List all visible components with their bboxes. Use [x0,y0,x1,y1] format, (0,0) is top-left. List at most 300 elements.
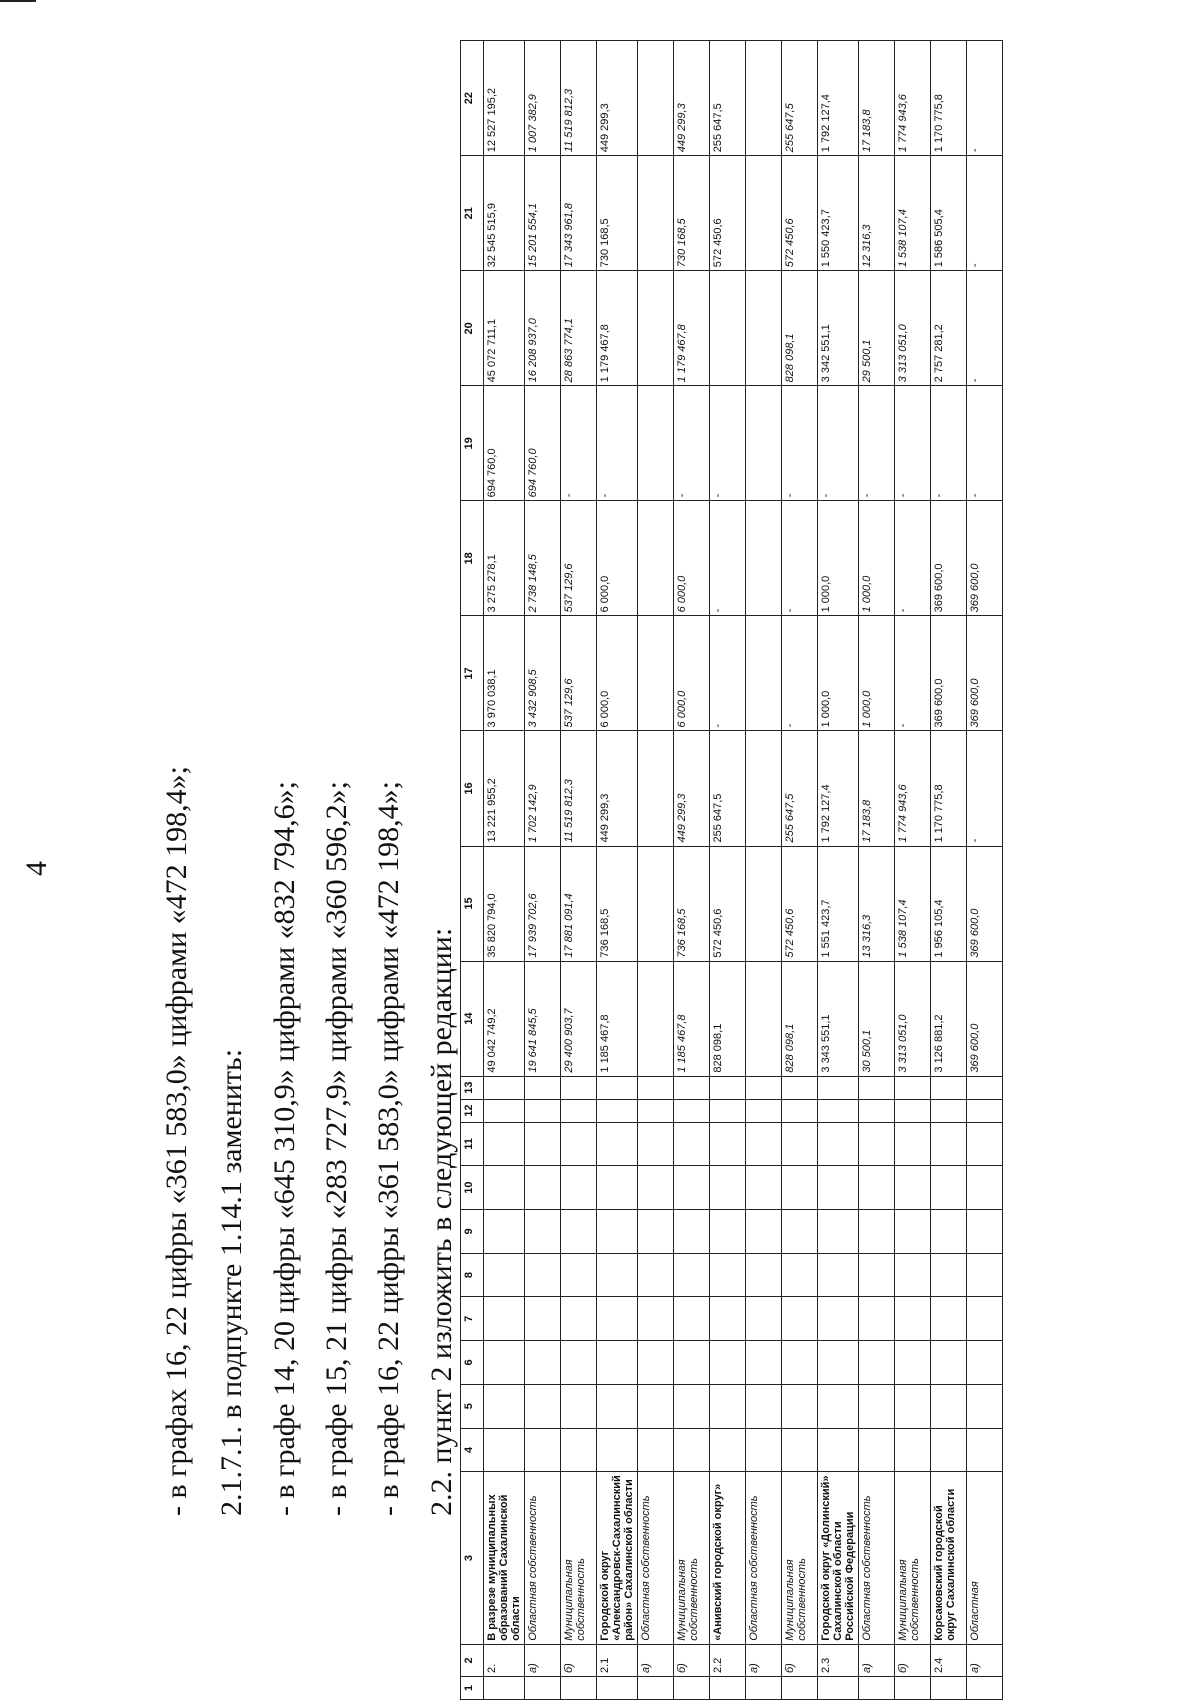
value-cell: 449 299,3 [674,731,710,846]
value-cell: 255 647,5 [782,731,818,846]
column-header: 18 [461,501,484,616]
table-cell [818,1122,859,1166]
value-cell [746,616,782,731]
value-cell [638,731,674,846]
table-cell [895,1076,931,1099]
amendment-line: - в графе 15, 21 цифры «283 727,9» цифрами «360 596,2»; [320,781,353,1516]
value-cell [746,961,782,1076]
row-name-cell: Муниципальная собственность [782,1472,818,1645]
value-cell: 32 545 515,9 [484,156,525,271]
table-cell [561,1210,597,1254]
table-cell [561,1253,597,1297]
table-cell [931,1253,967,1297]
table-cell [484,1297,525,1341]
value-cell: - [674,386,710,501]
table-cell [782,1210,818,1254]
table-cell [484,1122,525,1166]
value-cell: 449 299,3 [597,731,638,846]
amendment-line: 2.2. пункт 2 изложить в следующей редакции: [425,927,458,1516]
value-cell: 255 647,5 [710,41,746,156]
value-cell: - [967,731,1003,846]
value-cell [746,846,782,961]
value-cell [638,271,674,386]
table-cell [525,1210,561,1254]
table-cell [859,1099,895,1122]
value-cell: - [931,386,967,501]
table-cell [818,1297,859,1341]
table-cell [674,1677,710,1700]
table-cell [782,1099,818,1122]
value-cell: 1 956 105,4 [931,846,967,961]
table-cell [818,1166,859,1210]
value-cell [638,616,674,731]
table-cell [597,1428,638,1472]
value-cell [638,156,674,271]
value-cell: 12 316,3 [859,156,895,271]
table-cell [597,1076,638,1099]
value-cell: 13 316,3 [859,846,895,961]
table-cell [484,1384,525,1428]
table-cell [525,1253,561,1297]
table-cell [931,1297,967,1341]
column-header: 21 [461,156,484,271]
table-cell [859,1122,895,1166]
row-number-cell: б) [674,1644,710,1676]
table-cell [931,1122,967,1166]
row-name-cell: Муниципальная собственность [561,1472,597,1645]
table-cell [859,1428,895,1472]
table-cell [525,1428,561,1472]
table-cell [859,1253,895,1297]
value-cell: 1 170 775,8 [931,731,967,846]
table-cell [484,1428,525,1472]
table-cell [967,1166,1003,1210]
table-cell [782,1297,818,1341]
table-cell [484,1253,525,1297]
value-cell: 17 881 091,4 [561,846,597,961]
row-name-cell: Городской округ «Александровск-Сахалинский район» Сахалинской области [597,1472,638,1645]
table-row [597,41,638,1700]
table-cell [597,1210,638,1254]
row-name-cell: Областная собственность [859,1472,895,1645]
value-cell: - [597,386,638,501]
value-cell: 1 538 107,4 [895,156,931,271]
table-cell [710,1384,746,1428]
value-cell: - [818,386,859,501]
table-cell [746,1677,782,1700]
row-number-cell: б) [782,1644,818,1676]
table-cell [931,1384,967,1428]
table-cell [525,1099,561,1122]
value-cell: 736 168,5 [674,846,710,961]
table-row [484,41,525,1700]
row-number-cell: б) [561,1644,597,1676]
table-cell [674,1166,710,1210]
row-number-cell: а) [859,1644,895,1676]
column-header: 17 [461,616,484,731]
value-cell: 11 519 812,3 [561,731,597,846]
value-cell [746,731,782,846]
value-cell: 3 313 051,0 [895,961,931,1076]
value-cell: 694 760,0 [484,386,525,501]
row-name-cell: Областная собственность [525,1472,561,1645]
table-cell [597,1099,638,1122]
table-cell [638,1677,674,1700]
table-cell [746,1341,782,1385]
value-cell: 29 500,1 [859,271,895,386]
value-cell: 537 129,6 [561,501,597,616]
value-cell: - [895,616,931,731]
table-cell [782,1166,818,1210]
row-name-cell: В разрезе муниципальных образований Сахалинской области [484,1472,525,1645]
value-cell: 255 647,5 [782,41,818,156]
table-header-row [461,41,484,1700]
value-cell [746,386,782,501]
table-cell [859,1210,895,1254]
value-cell: 1 538 107,4 [895,846,931,961]
value-cell [746,271,782,386]
row-name-cell: Областная собственность [746,1472,782,1645]
table-cell [746,1122,782,1166]
column-header: 7 [461,1297,484,1341]
value-cell: 694 760,0 [525,386,561,501]
table-cell [484,1677,525,1700]
value-cell: 369 600,0 [967,616,1003,731]
table-cell [561,1076,597,1099]
value-cell: 3 343 551,1 [818,961,859,1076]
value-cell: - [561,386,597,501]
value-cell: 2 757 281,2 [931,271,967,386]
column-header: 4 [461,1428,484,1472]
table-cell [818,1341,859,1385]
value-cell: 3 970 038,1 [484,616,525,731]
row-name-cell: Муниципальная собственность [674,1472,710,1645]
table-cell [484,1341,525,1385]
value-cell: - [859,386,895,501]
table-cell [859,1076,895,1099]
table-row [674,41,710,1700]
table-cell [674,1210,710,1254]
value-cell: - [710,616,746,731]
value-cell: 1 702 142,9 [525,731,561,846]
row-name-cell: Корсаковский городской округ Сахалинской области [931,1472,967,1645]
table-cell [818,1253,859,1297]
value-cell: 828 098,1 [782,961,818,1076]
table-cell [746,1210,782,1254]
page-number: 4 [20,861,53,876]
value-cell: 13 221 955,2 [484,731,525,846]
value-cell: 16 208 937,0 [525,271,561,386]
table-cell [674,1122,710,1166]
value-cell: 3 275 278,1 [484,501,525,616]
table-row [638,41,674,1700]
table-cell [967,1210,1003,1254]
table-cell [674,1099,710,1122]
table-cell [674,1076,710,1099]
value-cell: 1 179 467,8 [674,271,710,386]
amendment-line: - в графе 14, 20 цифры «645 310,9» цифрами «832 794,6»; [268,781,301,1516]
value-cell [746,501,782,616]
column-header: 13 [461,1076,484,1099]
table-row [746,41,782,1700]
table-cell [484,1210,525,1254]
value-cell: 828 098,1 [710,961,746,1076]
value-cell: 1 551 423,7 [818,846,859,961]
value-cell: 255 647,5 [710,731,746,846]
value-cell: 30 500,1 [859,961,895,1076]
value-cell: 3 313 051,0 [895,271,931,386]
table-cell [859,1166,895,1210]
value-cell: - [782,386,818,501]
table-cell [561,1099,597,1122]
table-cell [710,1428,746,1472]
value-cell: 730 168,5 [674,156,710,271]
table-cell [782,1122,818,1166]
table-cell [638,1297,674,1341]
table-cell [859,1341,895,1385]
value-cell: - [710,501,746,616]
row-number-cell: а) [638,1644,674,1676]
table-cell [525,1076,561,1099]
value-cell: 6 000,0 [597,501,638,616]
table-cell [746,1099,782,1122]
table-cell [782,1341,818,1385]
table-cell [967,1297,1003,1341]
budget-table [460,40,1003,1700]
column-header: 6 [461,1341,484,1385]
table-cell [746,1297,782,1341]
table-cell [638,1122,674,1166]
table-cell [967,1428,1003,1472]
row-number-cell: 2. [484,1644,525,1676]
value-cell: 730 168,5 [597,156,638,271]
column-header: 11 [461,1122,484,1166]
value-cell: 6 000,0 [597,616,638,731]
value-cell: - [782,616,818,731]
table-cell [746,1384,782,1428]
value-cell: 1 000,0 [859,616,895,731]
table-cell [638,1341,674,1385]
value-cell: 449 299,3 [597,41,638,156]
column-header: 16 [461,731,484,846]
value-cell [710,271,746,386]
value-cell: - [782,501,818,616]
value-cell: 1 179 467,8 [597,271,638,386]
table-cell [525,1341,561,1385]
value-cell: 1 000,0 [818,616,859,731]
column-header: 12 [461,1099,484,1122]
table-cell [967,1253,1003,1297]
value-cell: 11 519 812,3 [561,41,597,156]
amendment-line: 2.1.7.1. в подпункте 1.14.1 заменить: [215,1048,248,1516]
value-cell: 1 170 775,8 [931,41,967,156]
value-cell: 369 600,0 [967,501,1003,616]
value-cell: 1 774 943,6 [895,731,931,846]
table-cell [710,1297,746,1341]
row-name-cell: Областная собственность [638,1472,674,1645]
column-header: 19 [461,386,484,501]
value-cell: - [967,41,1003,156]
table-cell [967,1384,1003,1428]
table-cell [895,1122,931,1166]
column-header: 14 [461,961,484,1076]
table-row [967,41,1003,1700]
table-cell [931,1428,967,1472]
column-header: 3 [461,1472,484,1645]
value-cell: 17 343 961,8 [561,156,597,271]
value-cell: 736 168,5 [597,846,638,961]
value-cell: 12 527 195,2 [484,41,525,156]
value-cell: 17 183,8 [859,731,895,846]
value-cell [638,846,674,961]
table-cell [967,1099,1003,1122]
table-cell [710,1122,746,1166]
table-cell [525,1297,561,1341]
row-name-cell: Областная [967,1472,1003,1645]
amendment-line: - в графах 16, 22 цифры «361 583,0» цифрами «472 198,4»; [160,766,193,1516]
value-cell: - [967,156,1003,271]
table-cell [597,1166,638,1210]
table-cell [818,1384,859,1428]
table-cell [818,1677,859,1700]
table-cell [782,1384,818,1428]
column-header: 1 [461,1677,484,1700]
table-cell [895,1428,931,1472]
table-row [525,41,561,1700]
value-cell: 28 863 774,1 [561,271,597,386]
value-cell: 572 450,6 [710,846,746,961]
table-cell [597,1122,638,1166]
table-cell [967,1122,1003,1166]
table-cell [561,1297,597,1341]
table-cell [525,1677,561,1700]
table-cell [967,1076,1003,1099]
table-cell [525,1384,561,1428]
value-cell: 17 183,8 [859,41,895,156]
table-cell [782,1253,818,1297]
table-cell [638,1253,674,1297]
table-cell [895,1210,931,1254]
table-row [859,41,895,1700]
table-cell [895,1166,931,1210]
row-number-cell: 2.1 [597,1644,638,1676]
table-row [710,41,746,1700]
row-number-cell: а) [967,1644,1003,1676]
value-cell: 572 450,6 [782,156,818,271]
value-cell: 1 550 423,7 [818,156,859,271]
table-row [818,41,859,1700]
value-cell: 369 600,0 [931,616,967,731]
row-number-cell: а) [746,1644,782,1676]
value-cell: 369 600,0 [967,846,1003,961]
value-cell: 449 299,3 [674,41,710,156]
table-cell [818,1428,859,1472]
table-cell [561,1166,597,1210]
table-cell [484,1166,525,1210]
row-number-cell: а) [525,1644,561,1676]
table-cell [818,1076,859,1099]
value-cell: 3 126 881,2 [931,961,967,1076]
value-cell: 1 000,0 [859,501,895,616]
table-cell [638,1076,674,1099]
table-cell [967,1341,1003,1385]
table-cell [746,1076,782,1099]
value-cell: 828 098,1 [782,271,818,386]
table-cell [638,1099,674,1122]
table-cell [525,1122,561,1166]
column-header: 10 [461,1166,484,1210]
table-cell [638,1428,674,1472]
table-cell [931,1099,967,1122]
table-cell [746,1166,782,1210]
table-cell [859,1384,895,1428]
value-cell: 1 185 467,8 [597,961,638,1076]
table-cell [561,1122,597,1166]
value-cell [638,961,674,1076]
value-cell: 572 450,6 [782,846,818,961]
value-cell: 1 586 505,4 [931,156,967,271]
value-cell: 15 201 554,1 [525,156,561,271]
table-cell [674,1253,710,1297]
value-cell: - [967,271,1003,386]
value-cell: 19 641 845,5 [525,961,561,1076]
value-cell [638,386,674,501]
value-cell: 1 792 127,4 [818,41,859,156]
table-cell [674,1384,710,1428]
table-cell [895,1341,931,1385]
value-cell: - [710,386,746,501]
value-cell [638,501,674,616]
value-cell: 1 007 382,9 [525,41,561,156]
table-cell [746,1253,782,1297]
value-cell: 369 600,0 [931,501,967,616]
table-cell [484,1099,525,1122]
table-row [895,41,931,1700]
row-name-cell: Муниципальная собственность [895,1472,931,1645]
table-cell [597,1384,638,1428]
value-cell: 3 342 551,1 [818,271,859,386]
table-row [931,41,967,1700]
value-cell: 572 450,6 [710,156,746,271]
value-cell: 49 042 749,2 [484,961,525,1076]
value-cell: 45 072 711,1 [484,271,525,386]
table-cell [782,1076,818,1099]
table-cell [597,1297,638,1341]
value-cell [746,41,782,156]
table-row [561,41,597,1700]
table-cell [895,1384,931,1428]
value-cell: 1 774 943,6 [895,41,931,156]
table-cell [895,1297,931,1341]
table-cell [525,1166,561,1210]
column-header: 15 [461,846,484,961]
table-cell [710,1341,746,1385]
table-cell [597,1253,638,1297]
column-header: 20 [461,271,484,386]
table-cell [561,1677,597,1700]
value-cell: 537 129,6 [561,616,597,731]
table-cell [638,1384,674,1428]
value-cell: 6 000,0 [674,616,710,731]
table-cell [674,1297,710,1341]
row-name-cell: «Анивский городской округ» [710,1472,746,1645]
value-cell: 35 820 794,0 [484,846,525,961]
table-cell [895,1099,931,1122]
value-cell: 1 000,0 [818,501,859,616]
table-cell [931,1166,967,1210]
table-cell [859,1677,895,1700]
table-cell [895,1677,931,1700]
